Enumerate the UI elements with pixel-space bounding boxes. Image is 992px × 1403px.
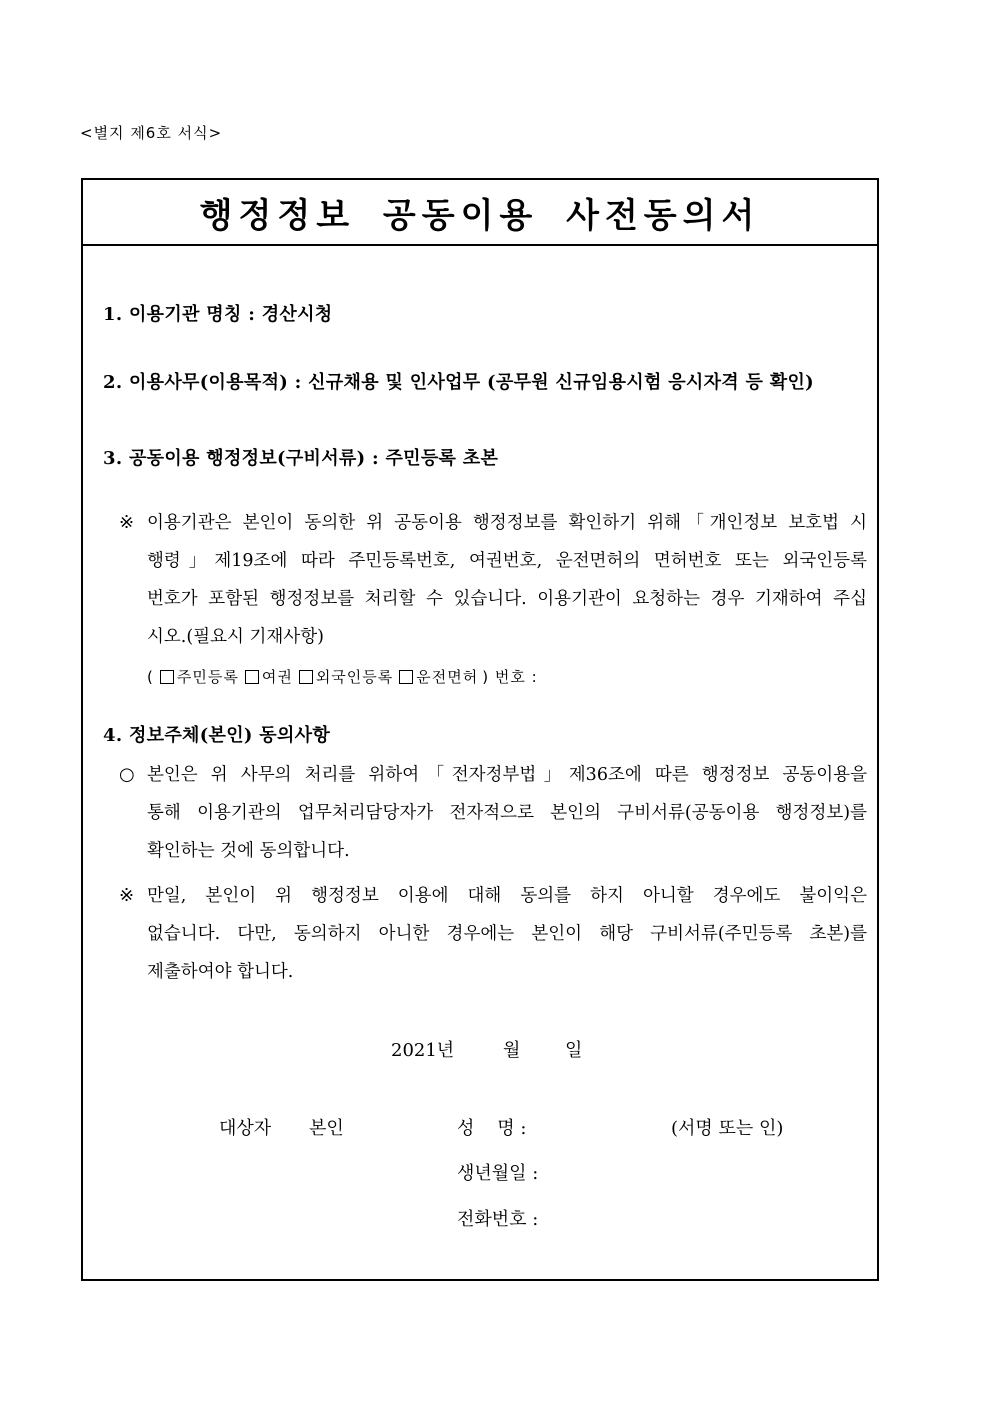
date-day: 일 xyxy=(565,1040,583,1061)
phone-number-label: 전화번호 : xyxy=(457,1209,539,1230)
form-number-label: <별지 제6호 서식> xyxy=(80,124,223,142)
non-consent-line: 없습니다. 다만, 동의하지 아니한 경우에는 본인이 해당 구비서류(주민등록 초본)를 xyxy=(147,924,867,944)
subject-value: 본인 xyxy=(309,1118,344,1139)
birth-date-label: 생년월일 : xyxy=(457,1163,539,1184)
date-month: 월 xyxy=(503,1040,521,1061)
option-label: 외국인등록 xyxy=(315,668,394,686)
documents-item: 3. 공동이용 행정정보(구비서류) : 주민등록 초본 xyxy=(103,448,499,469)
date-year: 2021년 xyxy=(391,1040,455,1061)
reference-mark: ※ xyxy=(119,885,135,906)
consent-line: 확인하는 것에 동의합니다. xyxy=(147,841,350,861)
note-line: 행령」제19조에 따라 주민등록번호, 여권번호, 운전면허의 면허번호 또는 외국인등록 xyxy=(147,551,867,571)
checkbox-driver-license[interactable] xyxy=(399,670,413,684)
non-consent-line: 제출하여야 합니다. xyxy=(147,962,294,982)
option-label: 여권 xyxy=(261,668,293,686)
number-label: ) 번호 : xyxy=(482,668,538,686)
note-line: 시오.(필요시 기재사항) xyxy=(147,627,324,647)
non-consent-lines xyxy=(147,877,867,991)
non-consent-line: 만일, 본인이 위 행정정보 이용에 대해 동의를 하지 아니할 경우에도 불이익은 xyxy=(147,886,867,906)
consent-form-frame xyxy=(81,178,879,1281)
checkbox-resident-registration[interactable] xyxy=(160,670,174,684)
bullet-circle: ○ xyxy=(119,764,135,785)
agency-name-item: 1. 이용기관 명칭 : 경산시청 xyxy=(103,304,333,325)
checkbox-foreigner-registration[interactable] xyxy=(299,670,313,684)
note-line: 번호가 포함된 행정정보를 처리할 수 있습니다. 이용기관이 요청하는 경우 기재하여 주십 xyxy=(147,589,867,609)
name-label: 성 명 : xyxy=(457,1118,527,1139)
sign-or-seal-hint: (서명 또는 인) xyxy=(671,1118,784,1139)
note-line: 이용기관은 본인이 동의한 위 공동이용 행정정보를 확인하기 위해「개인정보 보호법 시 xyxy=(147,513,867,533)
id-type-checkboxes xyxy=(147,666,538,687)
note-lines xyxy=(147,504,867,656)
option-label: 주민등록 xyxy=(176,668,239,686)
subject-label: 대상자 xyxy=(219,1118,272,1139)
consent-line: 통해 이용기관의 업무처리담당자가 전자적으로 본인의 구비서류(공동이용 행정정보)를 xyxy=(147,803,867,823)
consent-section-heading: 4. 정보주체(본인) 동의사항 xyxy=(103,725,331,746)
reference-mark: ※ xyxy=(119,512,135,533)
title-cell xyxy=(83,180,877,246)
consent-lines xyxy=(147,756,867,870)
purpose-item: 2. 이용사무(이용목적) : 신규채용 및 인사업무 (공무원 신규임용시험 응시자격 등 확인) xyxy=(103,372,814,393)
paren-open: ( xyxy=(147,667,154,686)
page-title: 행정정보 공동이용 사전동의서 xyxy=(199,195,761,236)
consent-line: 본인은 위 사무의 처리를 위하여「전자정부법」제36조에 따른 행정정보 공동이용을 xyxy=(147,765,867,785)
checkbox-passport[interactable] xyxy=(245,670,259,684)
option-label: 운전면허 xyxy=(416,668,479,686)
